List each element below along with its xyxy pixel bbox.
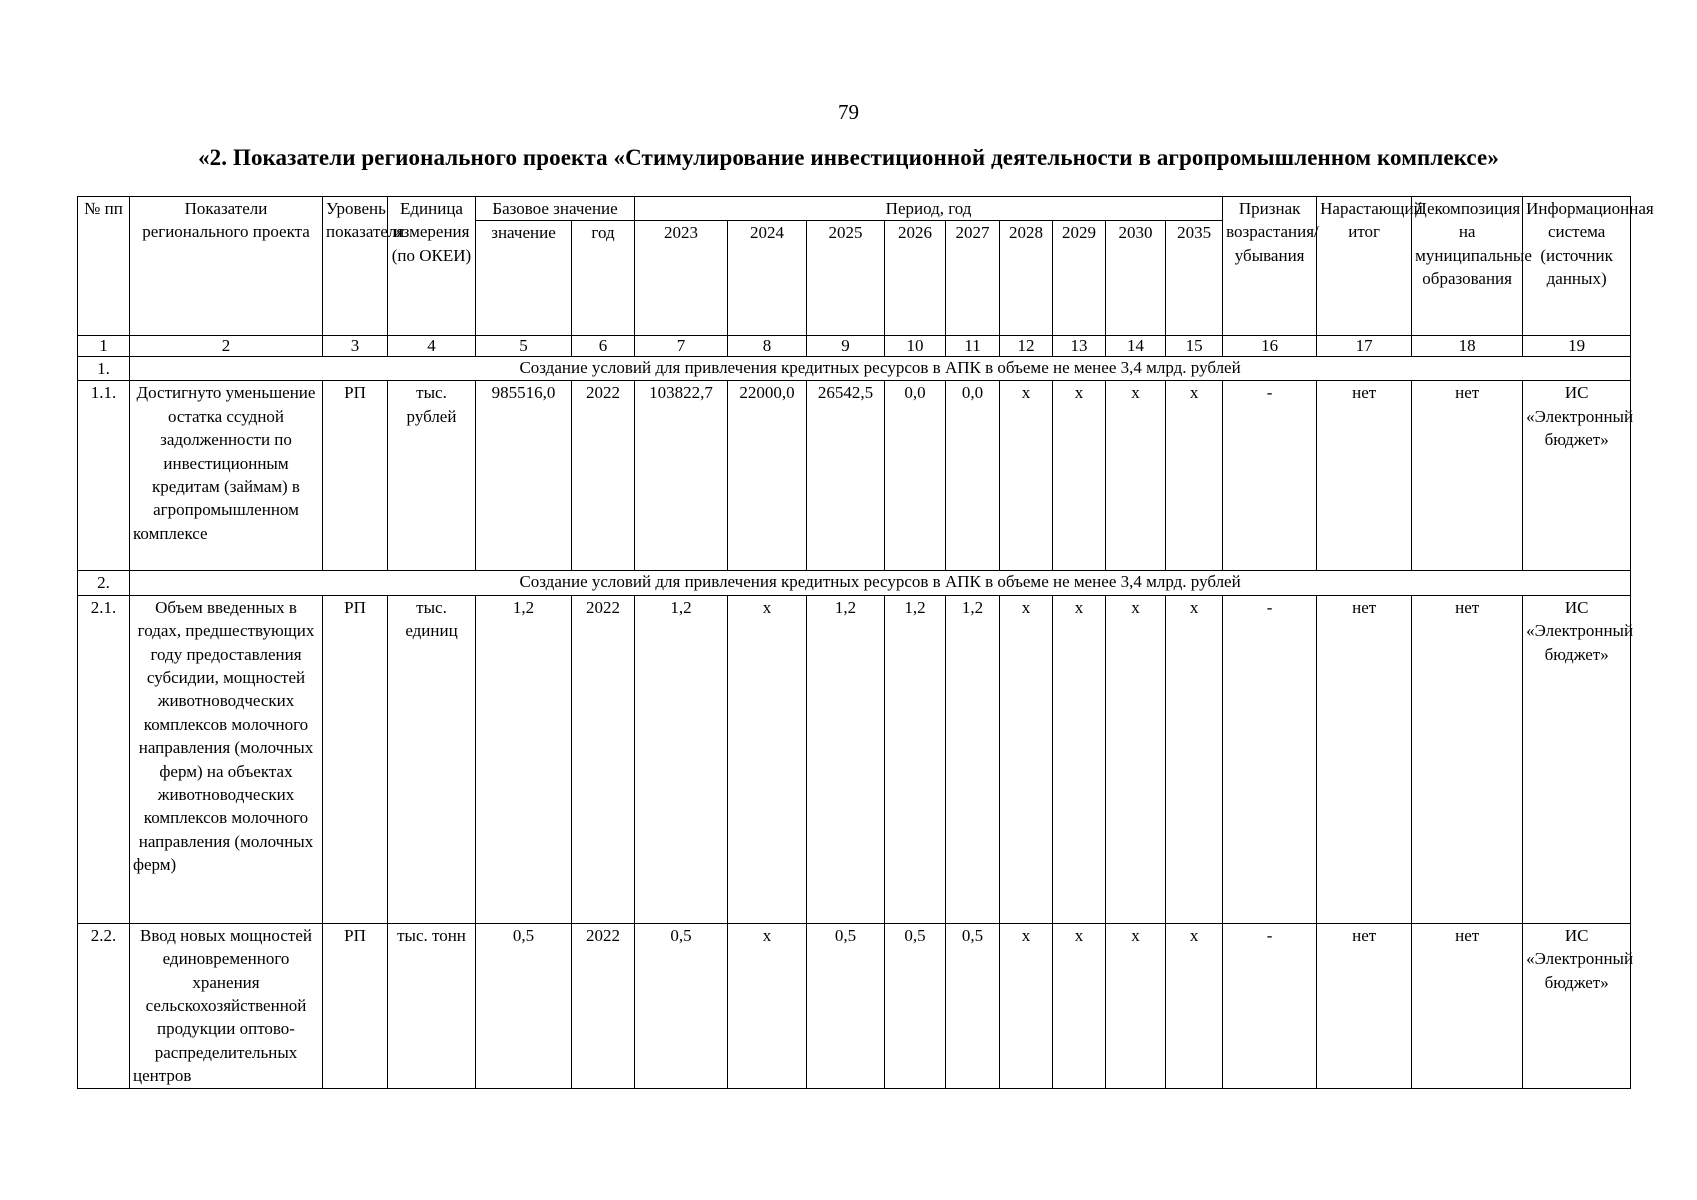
header-year: 2024 xyxy=(728,221,807,336)
year-value: 26542,5 xyxy=(807,381,885,571)
indicator-level: РП xyxy=(323,923,388,1088)
year-value: 0,5 xyxy=(807,923,885,1088)
table-row xyxy=(78,595,1631,923)
header-unit: Единица измерения (по ОКЕИ) xyxy=(388,197,476,336)
cumulative-total: нет xyxy=(1317,595,1412,923)
year-value: 22000,0 xyxy=(728,381,807,571)
column-number: 7 xyxy=(635,336,728,357)
page-number: 79 xyxy=(838,100,859,124)
row-number: 2.2. xyxy=(78,923,130,1088)
column-number: 2 xyxy=(130,336,323,357)
year-value: 0,5 xyxy=(635,923,728,1088)
decomposition: нет xyxy=(1412,923,1523,1088)
indicators-table xyxy=(77,196,1654,1089)
year-value: х xyxy=(1106,923,1166,1088)
year-value: х xyxy=(1106,595,1166,923)
year-value: 1,2 xyxy=(946,595,1000,923)
table-row xyxy=(78,381,1631,571)
base-year: 2022 xyxy=(572,381,635,571)
header-sign: Признак возрастания/ убывания xyxy=(1223,197,1317,336)
info-system: ИС «Электронный бюджет» xyxy=(1523,595,1631,923)
column-number: 12 xyxy=(1000,336,1053,357)
column-number: 16 xyxy=(1223,336,1317,357)
section-number: 2. xyxy=(78,571,130,595)
year-value: х xyxy=(1000,381,1053,571)
year-value: х xyxy=(728,923,807,1088)
column-number: 15 xyxy=(1166,336,1223,357)
indicator-level: РП xyxy=(323,381,388,571)
section-title: Создание условий для привлечения кредитных ресурсов в АПК в объеме не менее 3,4 млрд. рублей xyxy=(130,357,1631,381)
header-year: 2035 xyxy=(1166,221,1223,336)
year-value: 0,5 xyxy=(885,923,946,1088)
column-number: 3 xyxy=(323,336,388,357)
header-period: Период, год xyxy=(635,197,1223,221)
year-value: х xyxy=(1053,923,1106,1088)
column-number: 5 xyxy=(476,336,572,357)
header-year: 2028 xyxy=(1000,221,1053,336)
year-value: х xyxy=(1166,595,1223,923)
indicator-name: Объем введенных в годах, предшествующих году предоставления субсидии, мощностей животноводческих комплексов молочного направления (молочных ферм) на объектах животноводческих комплексов молочного направления (молочных ферм) xyxy=(130,595,323,923)
column-number: 17 xyxy=(1317,336,1412,357)
cumulative-total: нет xyxy=(1317,381,1412,571)
indicator-level: РП xyxy=(323,595,388,923)
table-header xyxy=(78,197,1654,336)
base-year: 2022 xyxy=(572,923,635,1088)
year-value: х xyxy=(1053,381,1106,571)
column-number: 19 xyxy=(1523,336,1631,357)
column-number: 18 xyxy=(1412,336,1523,357)
info-system: ИС «Электронный бюджет» xyxy=(1523,923,1631,1088)
section-number: 1. xyxy=(78,357,130,381)
row-number: 2.1. xyxy=(78,595,130,923)
header-row xyxy=(78,197,1631,221)
base-value: 1,2 xyxy=(476,595,572,923)
base-value: 985516,0 xyxy=(476,381,572,571)
base-year: 2022 xyxy=(572,595,635,923)
year-value: х xyxy=(1000,923,1053,1088)
year-value: 1,2 xyxy=(635,595,728,923)
header-year: 2030 xyxy=(1106,221,1166,336)
indicator-unit: тыс. единиц xyxy=(388,595,476,923)
section-row xyxy=(78,357,1631,381)
trend-sign: - xyxy=(1223,923,1317,1088)
year-value: х xyxy=(1000,595,1053,923)
info-system: ИС «Электронный бюджет» xyxy=(1523,381,1631,571)
year-value: х xyxy=(1166,381,1223,571)
decomposition: нет xyxy=(1412,381,1523,571)
header-year: 2025 xyxy=(807,221,885,336)
year-value: 0,0 xyxy=(946,381,1000,571)
base-value: 0,5 xyxy=(476,923,572,1088)
header-base-value: значение xyxy=(476,221,572,336)
header-cumulative: Нарастающий итог xyxy=(1317,197,1412,336)
header-level: Уровень показателя xyxy=(323,197,388,336)
indicator-unit: тыс. рублей xyxy=(388,381,476,571)
decomposition: нет xyxy=(1412,595,1523,923)
section-title: Создание условий для привлечения кредитных ресурсов в АПК в объеме не менее 3,4 млрд. рублей xyxy=(130,571,1631,595)
cumulative-total: нет xyxy=(1317,923,1412,1088)
year-value: 1,2 xyxy=(807,595,885,923)
column-number: 6 xyxy=(572,336,635,357)
section-row xyxy=(78,571,1631,595)
column-number: 4 xyxy=(388,336,476,357)
column-number: 1 xyxy=(78,336,130,357)
header-base-year: год xyxy=(572,221,635,336)
column-number: 8 xyxy=(728,336,807,357)
column-number: 11 xyxy=(946,336,1000,357)
indicator-name: Ввод новых мощностей единовременного хранения сельскохозяйственной продукции оптово-распределительных центров xyxy=(130,923,323,1088)
header-year: 2023 xyxy=(635,221,728,336)
column-number: 10 xyxy=(885,336,946,357)
column-number: 14 xyxy=(1106,336,1166,357)
year-value: 0,0 xyxy=(885,381,946,571)
indicator-unit: тыс. тонн xyxy=(388,923,476,1088)
year-value: х xyxy=(1106,381,1166,571)
header-indicator: Показатели регионального проекта xyxy=(130,197,323,336)
trend-sign: - xyxy=(1223,381,1317,571)
indicator-name: Достигнуто уменьшение остатка ссудной задолженности по инвестиционным кредитам (займам) в агропромышленном комплексе xyxy=(130,381,323,571)
column-number: 9 xyxy=(807,336,885,357)
year-value: х xyxy=(1166,923,1223,1088)
table-row xyxy=(78,923,1631,1088)
header-decomposition: Декомпозиция на муниципальные образования xyxy=(1412,197,1523,336)
header-year: 2029 xyxy=(1053,221,1106,336)
year-value: 0,5 xyxy=(946,923,1000,1088)
header-info-system: Информационная система (источник данных) xyxy=(1523,197,1631,336)
column-numbers-row xyxy=(78,336,1631,357)
year-value: х xyxy=(1053,595,1106,923)
row-number: 1.1. xyxy=(78,381,130,571)
header-year: 2026 xyxy=(885,221,946,336)
header-base: Базовое значение xyxy=(476,197,635,221)
page-title: «2. Показатели регионального проекта «Стимулирование инвестиционной деятельности в агропромышленном комплексе» xyxy=(198,145,1499,170)
header-npp: № пп xyxy=(78,197,130,336)
trend-sign: - xyxy=(1223,595,1317,923)
header-year: 2027 xyxy=(946,221,1000,336)
year-value: 103822,7 xyxy=(635,381,728,571)
year-value: 1,2 xyxy=(885,595,946,923)
year-value: х xyxy=(728,595,807,923)
column-number: 13 xyxy=(1053,336,1106,357)
